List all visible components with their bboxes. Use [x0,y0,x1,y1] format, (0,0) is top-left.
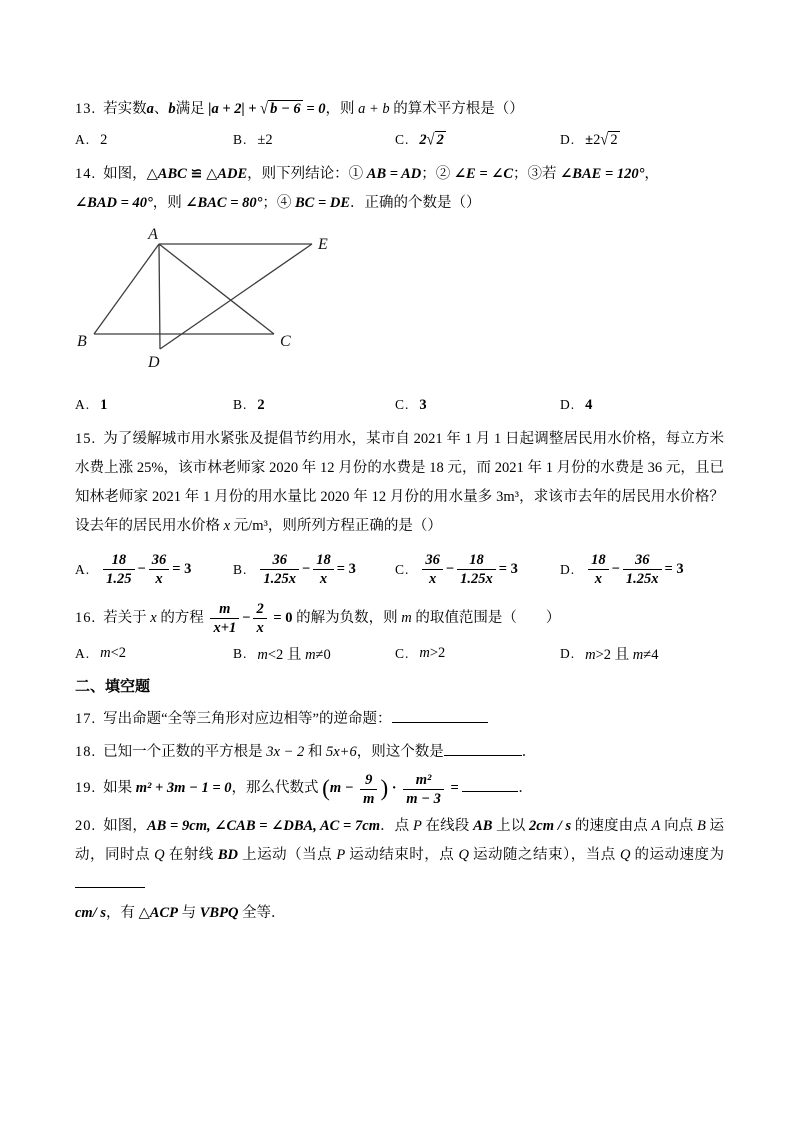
text-segment: 在射线 [164,846,218,863]
radicand: b − 6 [270,101,301,117]
q15-stem [75,425,724,541]
text-segment: ，则 [152,195,186,211]
text-segment: 的取值范围是（ ） [411,610,561,627]
question-16 [75,600,724,664]
text-segment: − [611,560,620,577]
q13-option-a [75,129,233,151]
edge-AC [159,244,274,334]
vertex-label-b: B [77,333,87,350]
option-value [100,132,107,149]
text-segment: m [585,647,596,663]
denominator: x [256,620,264,637]
q13-options [75,129,724,151]
option-value [585,397,592,414]
text-segment: 写出命题“全等三角形对应边相等”的逆命题： [103,710,392,727]
fraction [103,551,134,588]
numerator: 36 [149,551,170,570]
text-segment: BC = DE [295,195,351,211]
text-segment: ． [521,743,537,760]
option-label: A. [75,561,91,577]
answer-blank [392,707,488,723]
q13-stem [75,95,724,124]
text-segment: 如图， [103,166,147,182]
option-value [100,645,126,662]
question-number: 20. [75,817,97,834]
radical-sign: √ [426,130,435,149]
text-segment: cm/ s [75,904,107,921]
answer-blank [462,777,518,793]
option-label: B. [233,132,248,147]
numerator: 18 [103,551,134,570]
fraction [588,551,609,588]
option-label: B. [233,561,248,577]
text-segment: Q [458,846,469,863]
text-segment: ( [322,775,330,802]
text-segment: a + b [358,101,390,117]
q14-stem-text [75,166,659,211]
q14-figure [77,226,724,378]
q17-stem-text [103,711,487,727]
text-segment: ±2 [257,131,273,148]
option-value [257,132,272,149]
text-segment: 2 [100,131,108,148]
question-20 [75,812,724,928]
text-segment: |a + 2| + [208,101,261,117]
numerator: 18 [313,551,334,570]
denominator: 1.25 [106,571,132,588]
text-segment: P [336,846,346,863]
q13-option-c [395,129,560,151]
option-label: B. [233,645,248,661]
text-segment: ∠BAC = 80° [185,195,263,211]
radicand: 2 [436,131,444,148]
q15-option-c [395,551,560,588]
text-segment: 与 [178,904,200,921]
text-segment: Q [619,846,631,863]
denominator: x+1 [213,620,237,637]
text-segment: 2 [419,131,427,148]
question-number: 18. [75,743,97,760]
text-segment: 运动随之结束），当点 [468,846,620,863]
text-segment: = [446,780,463,797]
text-segment: 2 [593,131,601,148]
option-label: C. [395,645,410,661]
text-segment: 2cm / s [529,817,572,834]
fraction [403,771,444,808]
numerator: 36 [422,551,443,570]
option-value [100,397,107,414]
question-19 [75,771,724,808]
text-segment: ，则 [325,101,359,117]
q16-option-d [560,643,724,665]
text-segment: 运动，同时点 [75,817,725,863]
text-segment: 已知一个正数的平方根是 [103,743,267,760]
text-segment: 2 [257,396,265,413]
option-value [257,551,356,588]
option-value [585,643,658,664]
text-segment: 若关于 [103,610,151,627]
numerator: m² [403,771,444,790]
option-label: A. [75,132,91,147]
text-segment: ．点 [379,817,413,834]
text-segment: 5x+6 [325,743,357,760]
text-segment: 元/m³，则所列方程正确的是（） [230,518,442,534]
q20-stem [75,812,724,928]
edge-AB [94,244,159,334]
fraction [313,551,334,588]
text-segment: 3 [419,396,427,413]
question-15 [75,425,724,588]
denominator: m [363,790,375,807]
fraction [360,771,377,808]
section-title: 二、填空题 [75,678,151,695]
text-segment: <2 [110,645,127,661]
geometry-figure [77,226,409,378]
q13-option-d [560,129,724,151]
fraction [422,551,443,588]
text-segment: AB = 9cm, ∠CAB = ∠DBA, AC = 7cm [147,817,380,834]
option-label: D. [560,397,576,412]
text-segment: 全等． [238,904,286,921]
question-number: 14. [75,166,97,182]
text-segment: >2 [429,645,446,661]
text-segment: m [100,645,111,661]
text-segment: 的运动速度为 [630,846,725,863]
question-number: 15. [75,431,97,447]
numerator: 18 [588,551,609,570]
text-segment: P [412,817,422,834]
text-segment: x [150,610,157,627]
option-value [585,551,684,588]
q16-options [75,643,724,665]
text-segment: AB = AD [366,166,422,182]
text-segment: 若实数 [103,101,147,117]
question-number: 13. [75,101,97,117]
text-segment: 满足 [175,101,209,117]
question-13 [75,95,724,151]
text-segment: 如果 [103,780,136,797]
text-segment: = 3 [498,560,518,577]
numerator: 36 [623,551,662,570]
denominator: 1.25x [460,571,493,588]
text-segment: 向点 [660,817,697,834]
text-segment: A [651,817,661,834]
numerator: m [210,600,239,619]
answer-blank [75,872,145,888]
q16-stem [75,600,724,637]
q15-options [75,551,724,588]
q14-option-a [75,394,233,416]
text-segment: 上运动（当点 [238,846,337,863]
vertex-label-e: E [318,236,328,253]
text-segment: 运动结束时，点 [345,846,459,863]
text-segment: a [146,101,154,117]
text-segment: AB [473,817,493,834]
question-17 [75,705,724,734]
denominator: x [319,571,328,588]
vertex-label-d: D [148,354,160,371]
option-label: D. [560,645,576,661]
vertex-label-c: C [280,333,291,350]
option-value [585,132,619,149]
text-segment: VBPQ [199,904,239,921]
q15-option-a [75,551,233,588]
text-segment: 的解为负数，则 [292,610,402,627]
text-segment: ；③若 [513,166,561,182]
q16-option-b [233,643,395,665]
text-segment: 和 [304,743,326,760]
text-segment: ；② [421,166,454,182]
text-segment: 上以 [492,817,530,834]
text-segment: △ACP [138,904,178,921]
fraction [260,551,299,588]
text-segment: 的算术平方根是（） [389,101,524,117]
radicand: 2 [610,131,618,148]
text-segment: = 3 [172,560,192,577]
text-segment: ， [644,166,659,182]
q16-option-c [395,643,560,665]
radical [600,132,619,148]
q13-option-b [233,129,395,151]
option-label: A. [75,397,91,412]
text-segment: m [257,647,268,663]
q15-option-b [233,551,395,588]
option-value [257,643,330,664]
text-segment: B [696,817,706,834]
text-segment: ，那么代数式 [231,780,323,797]
q13-stem-text [103,101,524,117]
question-number: 17. [75,710,97,727]
text-segment: ，有 [106,904,139,921]
denominator: x [594,571,602,588]
option-label: D. [560,132,576,147]
question-number: 16. [75,610,97,627]
text-segment: ± [585,131,594,148]
q14-option-b [233,394,395,416]
q14-options [75,394,724,416]
text-segment: = 0 [302,101,326,117]
text-segment: ∠BAE = 120° [560,166,645,182]
q18-stem [75,738,724,767]
text-segment: 为了缓解城市用水紧张及提倡节约用水，某市自 2021 年 1 月 1 日起调整居民用水价格，每立方米水费上涨 25%，该市林老师家 2020 年 12 月份的水费是 18 元，而 2021 年 1 月份的水费是 36 元，且已知林老师家 2021 年 1 月份的用水量比 2020 年 12 月份的用水量多 3m³，求该市去年的居民用水价格？设去年的居民用水价格 [75,431,724,534]
text-segment: ≠4 [643,647,659,663]
answer-blank [444,740,522,756]
option-value [257,397,264,414]
text-segment: ；④ [262,195,296,211]
q14-option-c [395,394,560,416]
option-value [419,645,445,662]
text-segment: 如图， [103,817,147,834]
radical-sign: √ [260,99,269,118]
option-value [419,132,445,149]
fraction [457,551,496,588]
question-number: 19. [75,780,97,797]
text-segment: 的方程 [156,610,208,627]
question-18 [75,738,724,767]
text-segment: m² + 3m − 1 = 0 [135,780,232,797]
text-segment: m [305,647,316,663]
radical [260,101,303,117]
numerator: 36 [260,551,299,570]
numerator: 18 [457,551,496,570]
text-segment: m [401,610,412,627]
text-segment: ∠BAD = 40° [75,195,153,211]
text-segment: ．正确的个数是（） [350,195,481,211]
text-segment: 3x − 2 [266,743,305,760]
text-segment: ，则下列结论：① [247,166,367,182]
text-segment: m − [329,780,358,797]
text-segment: − [242,610,251,627]
q15-option-d [560,551,724,588]
option-value [419,551,518,588]
q14-option-d [560,394,724,416]
fraction [149,551,170,588]
radical [427,132,446,148]
fraction [253,600,266,637]
text-segment: △ABC ≌ △ADE [146,166,248,182]
text-segment: ． [518,780,533,797]
text-segment: 4 [585,396,593,413]
text-segment: 1 [100,396,108,413]
q17-stem [75,705,724,734]
text-segment: Q [154,846,165,863]
text-segment: = 3 [664,560,684,577]
denominator: 1.25x [263,571,297,588]
text-segment: 在线段 [421,817,474,834]
q19-stem [75,771,724,808]
question-14 [75,160,724,416]
text-segment: 、 [153,101,169,117]
text-segment: − [302,560,311,577]
denominator: x [155,571,163,588]
radical-sign: √ [600,130,609,149]
q15-stem-text [75,431,724,534]
option-value [419,397,426,414]
text-segment: − [137,560,146,577]
fraction [210,600,239,637]
text-segment: = 3 [336,560,356,577]
text-segment: m [632,647,644,663]
text-segment: x [223,518,231,534]
option-label: C. [395,561,410,577]
q18-stem-text [103,744,536,760]
text-segment: ≠0 [315,647,331,663]
text-segment: = 0 [269,610,293,627]
fraction [623,551,662,588]
denominator: 1.25x [625,571,659,588]
text-segment: <2 且 [267,647,306,663]
denominator: m − 3 [406,790,441,807]
option-label: B. [233,397,248,412]
text-segment: ，则这个数是 [356,743,444,760]
option-label: C. [395,132,410,147]
vertex-label-a: A [148,226,158,243]
option-label: D. [560,561,576,577]
q14-stem [75,160,724,218]
text-segment: >2 且 [595,647,633,663]
text-segment: 的速度由点 [571,817,652,834]
numerator: 9 [360,771,377,790]
text-segment: b [168,101,176,117]
text-segment: ) [380,775,389,802]
q20-stem-text [75,818,724,921]
option-label: A. [75,645,91,661]
option-label: C. [395,397,410,412]
option-value [100,551,191,588]
q16-stem-text [103,601,561,637]
numerator: 2 [253,600,266,619]
text-segment: · [388,780,401,797]
text-segment: ∠E = ∠C [453,166,514,182]
text-segment: BD [217,846,239,863]
edge-AD [159,244,160,349]
q16-option-a [75,643,233,665]
q19-stem-text [103,771,533,807]
text-segment: − [445,560,455,577]
denominator: x [429,571,437,588]
text-segment: m [419,645,430,661]
